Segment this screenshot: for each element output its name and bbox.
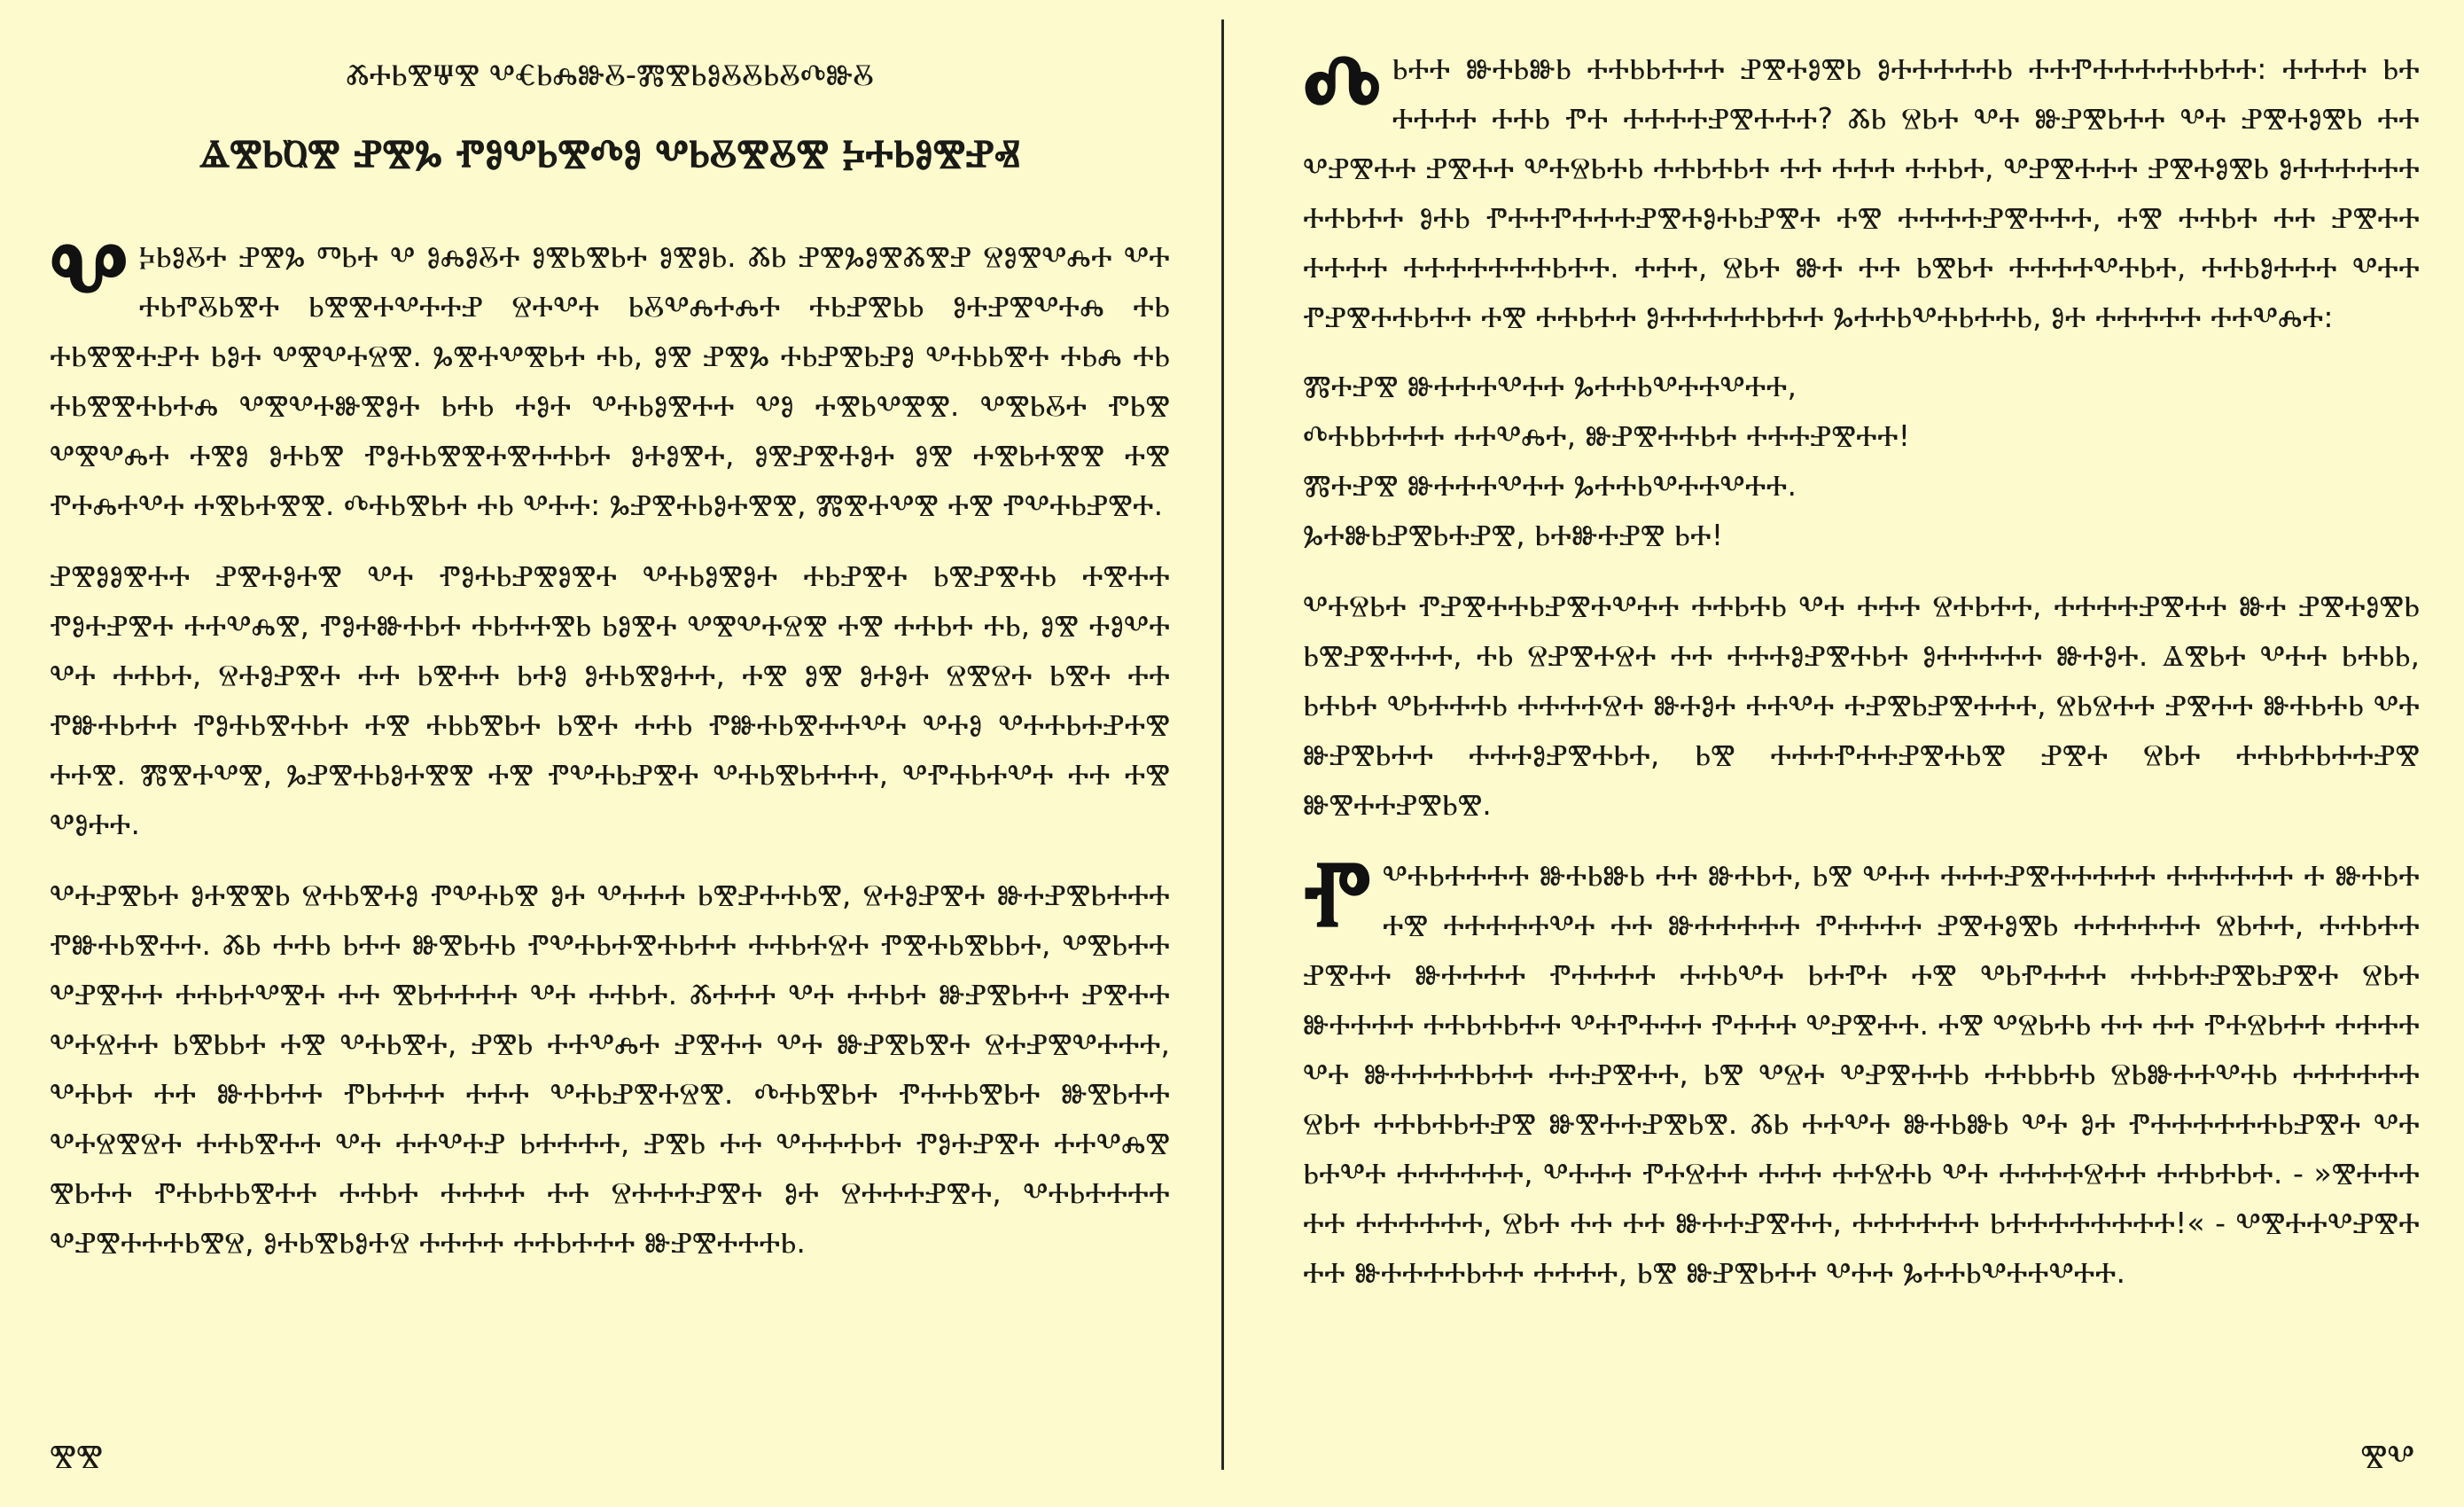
paragraph-text: ⰓⰀⰀ ⰖⰀⰓⰖⰓ ⰀⰀⰓⰓⰀⰀⰀ ⰐⰊⰀⰑⰊⰓ ⰑⰀⰀⰀⰀⰀⰓ ⰀⰀⰒⰀⰀⰀⰀⰀⰓⰀⰀ: ⰀⰀⰀⰀ ⰓⰀ ⰀⰀⰀⰀ ⰀⰀⰓ ⰒⰀ ⰀⰀⰀⰀⰐⰊⰀⰀⰀ? ⰆⰓ ⰔⰓⰀ ⰂⰀ ⰖⰐⰊⰓⰀⰀ ⰂⰀ ⰐⰊⰀⰑⰊⰓ ⰀⰀ ⰂⰐⰊⰀⰀ ⰐⰊⰀⰀ ⰂⰀⰔⰓⰀⰓ ⰀⰀⰓⰀⰓⰀ ⰀⰀ ⰀⰀⰀ ⰀⰀⰓⰀ, ⰂⰐⰊⰀⰀⰀ ⰐⰊⰀⰑⰊⰓ ⰑⰀⰀⰀⰀⰀⰀ ⰀⰀⰓⰀⰀ ⰑⰀⰓ ⰒⰀⰀⰒⰀⰀⰀⰐⰊⰀⰑⰀⰓⰐⰊⰀ ⰀⰊ ⰀⰀⰀⰀⰐⰊⰀⰀⰀ, ⰀⰊ ⰀⰀⰓⰀ ⰀⰀ ⰐⰊⰀⰀ ⰀⰀⰀⰀ ⰀⰀⰀⰀⰀⰀⰀⰓⰀⰀ. ⰀⰀⰀ, ⰔⰓⰀ ⰖⰀ ⰀⰀ ⰓⰊⰓⰀ ⰀⰀⰀⰀⰂⰀⰓⰀ, ⰀⰀⰓⰑⰀⰀⰀ ⰂⰀⰀ ⰒⰐⰊⰀⰀⰓⰀⰀ ⰀⰊ ⰀⰀⰓⰀⰀ ⰑⰀⰀⰀⰀⰀⰓⰀⰀ ⰃⰀⰀⰓⰂⰀⰓⰀⰀⰓ, ⰑⰀ ⰀⰀⰀⰀⰀ ⰀⰀⰂⰎⰀ: <box>1303 51 2420 334</box>
verse-line: ⰃⰀⰖⰓⰐⰊⰓⰀⰐⰊ, ⰓⰀⰖⰀⰐⰊ ⰓⰀ! <box>1303 518 1724 552</box>
paragraph-text: ⰂⰀⰐⰊⰓⰀ ⰑⰀⰊⰊⰓ ⰔⰀⰓⰊⰀⰑ ⰒⰂⰀⰓⰊ ⰑⰀ ⰂⰀⰀⰀ ⰓⰊⰐⰀⰀⰓⰊ, ⰔⰀⰑⰐⰊⰀ ⰖⰀⰐⰊⰓⰀⰀⰀ ⰒⰖⰀⰓⰊⰀⰀ. ⰆⰓ ⰀⰀⰓ ⰓⰀⰀ ⰖⰊⰓⰀⰓ ⰒⰂⰀⰓⰀⰊⰀⰓⰀⰀ ⰀⰀⰓⰀⰔⰀ ⰒⰊⰀⰓⰊⰓⰓⰀ, ⰂⰊⰓⰀⰀ ⰂⰐⰊⰀⰀ ⰀⰀⰓⰀⰂⰊⰀ ⰀⰀ ⰊⰓⰀⰀⰀⰀ ⰂⰀ ⰀⰀⰓⰀ. ⰆⰀⰀⰀ ⰂⰀ ⰀⰀⰓⰀ ⰖⰐⰊⰓⰀⰀ ⰐⰊⰀⰀ ⰂⰀⰔⰀⰀ ⰓⰊⰓⰓⰀ ⰀⰊ ⰂⰀⰓⰊⰀ, ⰐⰊⰓ ⰀⰀⰂⰎⰀ ⰐⰊⰀⰀ ⰂⰀ ⰖⰐⰊⰓⰊⰀ ⰔⰀⰐⰊⰂⰀⰀⰀ, ⰂⰀⰓⰀ ⰀⰀ ⰖⰀⰓⰀⰀ ⰒⰓⰀⰀⰀ ⰀⰀⰀ ⰂⰀⰓⰐⰊⰀⰔⰊ. ⰄⰀⰓⰊⰓⰀ ⰒⰀⰀⰓⰊⰓⰀ ⰖⰊⰓⰀⰀ ⰂⰀⰔⰊⰔⰀ ⰀⰀⰓⰊⰀⰀ ⰂⰀ ⰀⰀⰂⰀⰐ ⰓⰀⰀⰀⰀ, ⰐⰊⰓ ⰀⰀ ⰂⰀⰀⰀⰓⰀ ⰒⰑⰀⰐⰊⰀ ⰀⰀⰂⰎⰊ ⰊⰓⰀⰀ ⰒⰀⰓⰀⰓⰊⰀⰀ ⰀⰀⰓⰀ ⰀⰀⰀⰀ ⰀⰀ ⰔⰀⰀⰀⰐⰊⰀ ⰑⰀ ⰔⰀⰀⰀⰐⰊⰀ, ⰂⰀⰓⰀⰀⰀⰀ ⰂⰐⰊⰀⰀⰀⰓⰊⰔ, ⰑⰀⰓⰊⰓⰑⰀⰔ ⰀⰀⰀⰀ ⰀⰀⰓⰀⰀⰀ ⰖⰐⰊⰀⰀⰀⰓ. <box>50 878 1170 1260</box>
verse-line: ⰄⰀⰓⰓⰀⰀⰀ ⰀⰀⰂⰎⰀ, ⰖⰐⰊⰀⰀⰓⰀ ⰀⰀⰀⰐⰊⰀⰀ! <box>1303 418 1910 453</box>
paragraph-5 <box>1303 582 2420 830</box>
paragraph-1 <box>50 220 1170 530</box>
verse-block <box>1303 362 2420 560</box>
page-number-left: ⰊⰊ <box>50 1439 104 1475</box>
paragraph-text: ⰍⰓⰑⰋⰀ ⰐⰊⰃ ⰕⰓⰀ Ⰲ ⰑⰎⰑⰋⰀ ⰑⰊⰓⰊⰓⰀ ⰑⰊⰑⰓ. ⰆⰓ ⰐⰊⰃⰑⰊⰆⰊⰐ ⰔⰑⰊⰂⰎⰀ ⰂⰀ ⰀⰓⰒⰋⰓⰊⰀ ⰓⰊⰊⰀⰂⰀⰀⰐ ⰔⰀⰂⰀ ⰓⰋⰂⰎⰀⰎⰀ ⰀⰓⰐⰊⰓⰓ ⰑⰀⰐⰊⰂⰀⰎ ⰀⰓ ⰀⰓⰊⰊⰀⰐⰀ ⰓⰑⰀ ⰂⰊⰂⰀⰔⰊ. ⰃⰊⰀⰂⰊⰓⰀ ⰀⰓ, ⰑⰊ ⰐⰊⰃ ⰀⰓⰐⰊⰓⰐⰑ ⰂⰀⰓⰓⰊⰀ ⰀⰓⰎ ⰀⰓ ⰀⰓⰊⰊⰀⰓⰀⰎ ⰂⰊⰂⰀⰖⰊⰑⰀ ⰓⰀⰓ ⰀⰑⰀ ⰂⰀⰓⰑⰊⰀⰀ ⰂⰑ ⰀⰊⰓⰂⰊⰊ. ⰂⰊⰓⰋⰀ ⰒⰓⰊ ⰂⰊⰂⰎⰀ ⰀⰊⰑ ⰑⰀⰓⰊ ⰒⰑⰀⰓⰊⰊⰀⰊⰀⰀⰓⰀ ⰑⰀⰑⰊⰀ, ⰑⰊⰐⰊⰀⰑⰀ ⰑⰊ ⰀⰊⰓⰀⰊⰊ ⰀⰊ ⰒⰀⰎⰀⰂⰀ ⰀⰊⰓⰀⰊⰊ. ⰄⰀⰓⰊⰓⰀ ⰀⰓ ⰂⰀⰀ: ⰃⰐⰊⰀⰓⰑⰀⰊⰊ, ⰏⰊⰀⰂⰊ ⰀⰊ ⰒⰂⰀⰓⰐⰊⰀ. <box>50 239 1170 522</box>
drop-cap-initial: Ⰲ <box>50 220 129 329</box>
book-subtitle: ⰆⰀⰓⰊⰛⰊ ⰂⰤⰓⰎⰖⰋ-ⰏⰊⰓⰑⰋⰋⰓⰋⰄⰖⰋ <box>346 58 874 93</box>
paragraph-4 <box>1303 32 2420 342</box>
paragraph-text: ⰂⰀⰔⰓⰀ ⰒⰐⰊⰀⰀⰓⰐⰊⰀⰂⰀⰀ ⰀⰀⰓⰀⰓ ⰂⰀ ⰀⰀⰀ ⰔⰀⰓⰀⰀ, ⰀⰀⰀⰀⰐⰊⰀⰀ ⰖⰀ ⰐⰊⰀⰑⰊⰓ ⰓⰊⰐⰊⰀⰀⰀ, ⰀⰓ ⰔⰐⰊⰀⰔⰀ ⰀⰀ ⰀⰀⰀⰑⰐⰊⰀⰓⰀ ⰑⰀⰀⰀⰀⰀ ⰖⰀⰑⰀ. ⰡⰊⰓⰀ ⰂⰀⰀ ⰓⰀⰓⰓ, ⰓⰀⰓⰀ ⰂⰓⰀⰀⰀⰓ ⰀⰀⰀⰀⰔⰀ ⰖⰀⰑⰀ ⰀⰀⰂⰀ ⰀⰐⰊⰓⰐⰊⰀⰀⰀ, ⰔⰓⰔⰀⰀ ⰐⰊⰀⰀ ⰖⰀⰓⰀⰓ ⰂⰀ ⰖⰐⰊⰓⰀⰀ ⰀⰀⰀⰑⰐⰊⰀⰓⰀ, ⰓⰊ ⰀⰀⰀⰒⰀⰀⰐⰊⰀⰓⰊ ⰐⰊⰀ ⰔⰓⰀ ⰀⰀⰓⰀⰓⰀⰀⰐⰊ ⰖⰊⰀⰀⰐⰊⰓⰊ. <box>1303 589 2420 822</box>
paragraph-6 <box>1303 839 2420 1298</box>
verse-line: ⰏⰀⰐⰊ ⰖⰀⰀⰀⰂⰀⰀ ⰃⰀⰀⰓⰂⰀⰀⰂⰀⰀ. <box>1303 468 1797 503</box>
paragraph-2 <box>50 551 1170 849</box>
paragraph-text: ⰐⰊⰑⰑⰊⰀⰀ ⰐⰊⰀⰑⰀⰊ ⰂⰀ ⰒⰑⰀⰓⰐⰊⰑⰊⰀ ⰂⰀⰓⰑⰊⰑⰀ ⰀⰓⰐⰊⰀ ⰓⰊⰐⰊⰀⰓ ⰀⰊⰀⰀ ⰒⰑⰀⰐⰊⰀ ⰀⰀⰂⰎⰊ, ⰒⰑⰀⰖⰀⰓⰀ ⰀⰓⰀⰀⰊⰓ ⰓⰑⰊⰀ ⰂⰊⰂⰀⰔⰊ ⰀⰊ ⰀⰀⰓⰀ ⰀⰓ, ⰑⰊ ⰀⰑⰂⰀ ⰂⰀ ⰀⰀⰓⰀ, ⰔⰀⰑⰐⰊⰀ ⰀⰀ ⰓⰊⰀⰀ ⰓⰀⰑ ⰑⰀⰓⰊⰑⰀⰀ, ⰀⰊ ⰑⰊ ⰑⰀⰑⰀ ⰔⰊⰔⰀ ⰓⰊⰀ ⰀⰀ ⰒⰖⰀⰓⰀⰀ ⰒⰑⰀⰓⰊⰀⰓⰀ ⰀⰊ ⰀⰓⰓⰊⰓⰀ ⰓⰊⰀ ⰀⰀⰓ ⰒⰖⰀⰓⰊⰀⰀⰂⰀ ⰂⰀⰑ ⰂⰀⰀⰓⰀⰐⰀⰊ ⰀⰀⰊ. ⰏⰊⰀⰂⰊ, ⰃⰐⰊⰀⰓⰑⰀⰊⰊ ⰀⰊ ⰒⰂⰀⰓⰐⰊⰀ ⰂⰀⰓⰊⰓⰀⰀⰀ, ⰂⰒⰀⰓⰀⰂⰀ ⰀⰀ ⰀⰊ ⰂⰑⰀⰀ. <box>50 558 1170 841</box>
right-page <box>1223 0 2464 1507</box>
paragraph-3 <box>50 871 1170 1268</box>
verse-line: ⰏⰀⰐⰊ ⰖⰀⰀⰀⰂⰀⰀ ⰃⰀⰀⰓⰂⰀⰀⰂⰀⰀ, <box>1303 369 1797 403</box>
chapter-title: ⰡⰊⰓⰢⰊ ⰐⰊⰃ ⰒⰑⰂⰓⰊⰄⰑ ⰂⰓⰋⰊⰋⰊ ⰍⰀⰓⰑⰊⰐⰟ <box>199 131 1020 176</box>
drop-cap-initial: Ⰴ <box>1303 32 1382 141</box>
paragraph-text: ⰂⰀⰓⰀⰀⰀⰀ ⰖⰀⰓⰖⰓ ⰀⰀ ⰖⰀⰓⰀ, ⰓⰊ ⰂⰀⰀ ⰀⰀⰀⰐⰊⰀⰀⰀⰀⰀ ⰀⰀⰀⰀⰀⰀ Ⰰ ⰖⰀⰓⰀ ⰀⰊ ⰀⰀⰀⰀⰀⰂⰀ ⰀⰀ ⰖⰀⰀⰀⰀⰀ ⰒⰀⰀⰀⰀ ⰐⰊⰀⰑⰊⰓ ⰀⰀⰀⰀⰀⰀ ⰔⰓⰀⰀ, ⰀⰀⰓⰀⰀ ⰐⰊⰀⰀ ⰖⰀⰀⰀⰀ ⰒⰀⰀⰀⰀ ⰀⰀⰓⰂⰀ ⰓⰀⰒⰀ ⰀⰊ ⰂⰓⰒⰀⰀⰀ ⰀⰀⰓⰀⰐⰊⰓⰐⰊⰀ ⰔⰓⰀ ⰖⰀⰀⰀⰀ ⰀⰀⰓⰀⰓⰀⰀ ⰂⰀⰒⰀⰀⰀ ⰒⰀⰀⰀ ⰂⰐⰊⰀⰀ. ⰀⰊ ⰂⰔⰓⰀⰓ ⰀⰀ ⰀⰀ ⰒⰀⰔⰓⰀⰀ ⰀⰀⰀⰀ ⰂⰀ ⰖⰀⰀⰀⰀⰓⰀⰀ ⰀⰀⰐⰊⰀⰀ, ⰓⰊ ⰂⰔⰀ ⰂⰐⰊⰀⰀⰓ ⰀⰀⰓⰓⰀⰓ ⰔⰓⰖⰀⰀⰂⰀⰓ ⰀⰀⰀⰀⰀⰀ ⰔⰓⰀ ⰀⰀⰓⰀⰓⰀⰐⰊ ⰖⰊⰀⰀⰐⰊⰓⰊ. ⰆⰓ ⰀⰀⰂⰀ ⰖⰀⰓⰖⰓ ⰂⰀ ⰑⰀ ⰒⰀⰀⰀⰀⰀⰀⰓⰐⰊⰀ ⰂⰀ ⰓⰀⰂⰀ ⰀⰀⰀⰀⰀⰀ, ⰂⰀⰀⰀ ⰒⰀⰔⰀⰀ ⰀⰀⰀ ⰀⰀⰔⰀⰓ ⰂⰀ ⰀⰀⰀⰀⰔⰀⰀ ⰀⰀⰓⰀⰓⰀ. - »ⰊⰀⰀⰀ ⰀⰀ ⰀⰀⰀⰀⰀⰀ, ⰔⰓⰀ ⰀⰀ ⰀⰀ ⰖⰀⰀⰐⰊⰀⰀ, ⰀⰀⰀⰀⰀⰀ ⰓⰀⰀⰀⰀⰀⰀⰀⰀ!« - ⰂⰊⰀⰀⰂⰐⰊⰀ ⰀⰀ ⰖⰀⰀⰀⰀⰓⰀⰀ ⰀⰀⰀⰀ, ⰓⰊ ⰖⰐⰊⰓⰀⰀ ⰂⰀⰀ ⰃⰀⰀⰓⰂⰀⰀⰂⰀⰀ. <box>1303 858 2420 1290</box>
left-page <box>0 0 1223 1507</box>
drop-cap-initial: Ⱂ <box>1303 839 1372 948</box>
page-number-right: ⰊⰂ <box>2360 1439 2414 1475</box>
